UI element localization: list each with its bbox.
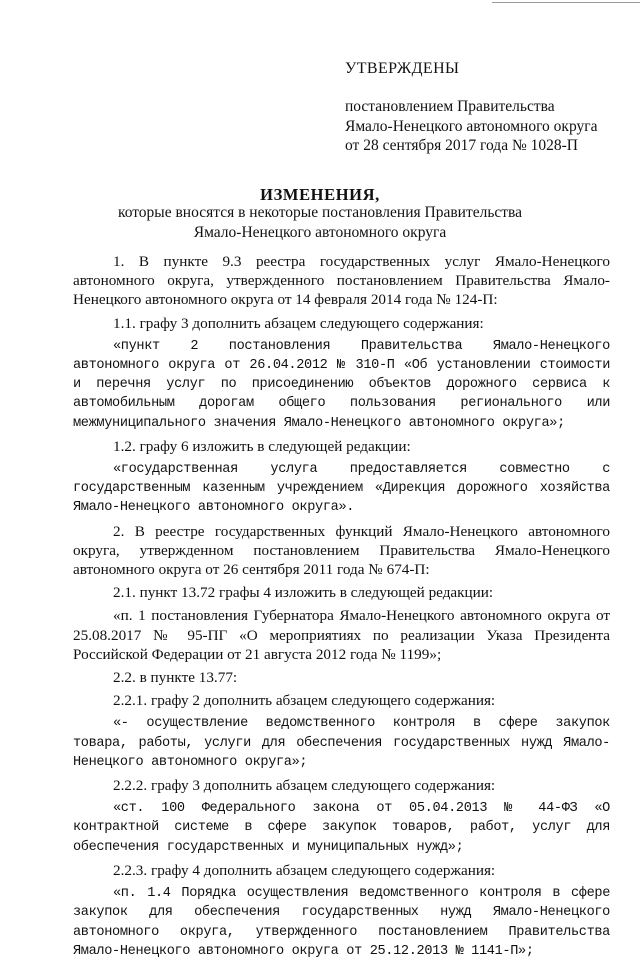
approval-line: от 28 сентября 2017 года № 1028-П (345, 137, 578, 154)
approval-line: постановлением Правительства (345, 98, 555, 115)
document-subtitle (0, 203, 640, 242)
document-body (73, 252, 610, 965)
paragraph: 2.1. пункт 13.72 графы 4 изложить в следующей редакции: (113, 584, 494, 602)
subtitle-line: которые вносятся в некоторые постановления Правительства (117, 204, 523, 221)
approval-details (345, 97, 615, 156)
paragraph: 1.1. графу 3 дополнить абзацем следующего содержания: (113, 314, 484, 332)
subtitle-line: Ямало-Ненецкого автономного округа (193, 223, 447, 241)
paragraph: 2.2.1. графу 2 дополнить абзацем следующего содержания: (113, 692, 496, 710)
paragraph: 2.2.3. графу 4 дополнить абзацем следующего содержания: (113, 861, 496, 879)
paragraph: 2. В реестре государственных функций Ямало-Ненецкого автономного округа, утвержденном постановлением Правительства Ямало-Ненецкого автономного округа от 26 сентября 2011 года № 674-П: (73, 522, 610, 579)
paragraph: «п. 1 постановления Губернатора Ямало-Ненецкого автономного округа от 25.08.2017 № 95-ПГ «О мероприятиях по реализации Указа Президента Российской Федерации от 21 августа 2012 года № 1199»; (73, 607, 610, 663)
document-title: ИЗМЕНЕНИЯ, (260, 185, 380, 204)
paragraph: «государственная услуга предоставляется совместно с государственным казенным учреждением «Дирекция дорожного хозяйства Ямало-Ненецкого автономного округа». (73, 462, 610, 516)
scan-edge-line (492, 2, 640, 3)
paragraph: 1. В пункте 9.3 реестра государственных услуг Ямало-Ненецкого автономного округа, утвержденного постановлением Правительства Ямало-Ненецкого автономного округа от 14 февраля 2014 года № 124-П: (73, 253, 610, 309)
paragraph: 1.2. графу 6 изложить в следующей редакции: (113, 437, 411, 455)
paragraph: «ст. 100 Федерального закона от 05.04.2013 № 44-ФЗ «О контрактной системе в сфере закупок товаров, работ, услуг для обеспечения государственных и муниципальных нужд»; (73, 801, 610, 855)
paragraph: 2.2. в пункте 13.77: (113, 669, 238, 687)
paragraph: «пункт 2 постановления Правительства Ямало-Ненецкого автономного округа от 26.04.2012 № 310-П «Об установлении стоимости и перечня услуг по присоединению объектов дорожного сервиса к автомобильным дорогам общего пользования регионального или межмуниципального значения Ямало-Ненецкого автономного округа»; (73, 338, 610, 431)
approval-line: Ямало-Ненецкого автономного округа (345, 117, 598, 135)
approved-title: УТВЕРЖДЕНЫ (345, 60, 460, 77)
paragraph: 2.2.2. графу 3 дополнить абзацем следующего содержания: (113, 777, 496, 795)
paragraph: «п. 1.4 Порядка осуществления ведомственного контроля в сфере закупок для обеспечения государственных нужд Ямало-Ненецкого автономного округа, утвержденного постановлением Правительства Ямало-Ненецкого автономного округа от 25.12.2013 № 1141-П»; (73, 886, 610, 959)
paragraph: «- осуществление ведомственного контроля в сфере закупок товара, работы, услуги для обеспечения государственных нужд Ямало-Ненецкого автономного округа»; (73, 716, 610, 770)
